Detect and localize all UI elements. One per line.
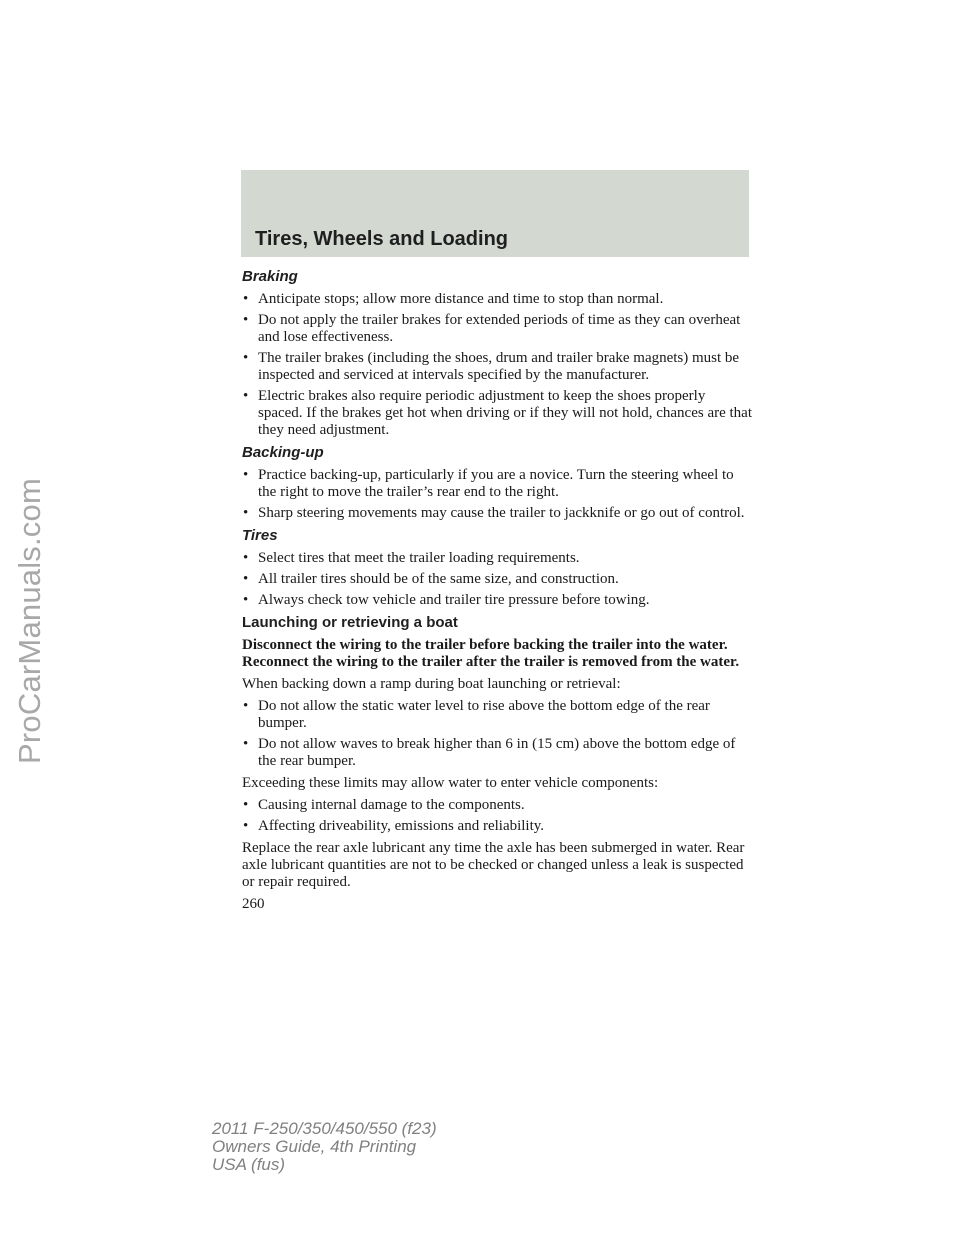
boat-intro: When backing down a ramp during boat launching or retrieval: <box>242 676 621 692</box>
list-item-text: Do not apply the trailer brakes for extended periods of time as they can overheat and lose effectiveness. <box>258 312 741 345</box>
list-item-text: Electric brakes also require periodic adjustment to keep the shoes properly spaced. If the brakes get hot when driving or if they will not hold, chances are that they need adjustment. <box>258 388 753 438</box>
boat-heading: Launching or retrieving a boat <box>242 614 458 631</box>
list-item <box>242 291 752 308</box>
braking-list <box>242 291 752 439</box>
list-item <box>242 698 752 732</box>
list-item-text: Always check tow vehicle and trailer tire pressure before towing. <box>258 592 650 608</box>
list-item-text: Do not allow waves to break higher than 6 in (15 cm) above the bottom edge of the rear bumper. <box>258 736 736 769</box>
bullet-icon: • <box>243 291 249 307</box>
bullet-icon: • <box>243 571 249 587</box>
boat-warning: Disconnect the wiring to the trailer before backing the trailer into the water. Reconnect the wiring to the trailer after the trailer is removed from the water. <box>242 637 740 670</box>
watermark-text: ProCarManuals.com <box>12 478 48 764</box>
footer-line-1: 2011 F-250/350/450/550 (f23) <box>212 1119 437 1138</box>
list-item-text: Do not allow the static water level to rise above the bottom edge of the rear bumper. <box>258 698 710 731</box>
list-item <box>242 350 752 384</box>
bullet-icon: • <box>243 388 249 404</box>
exceed-limits-text: Exceeding these limits may allow water to enter vehicle components: <box>242 775 659 791</box>
list-item-text: Select tires that meet the trailer loading requirements. <box>258 550 580 566</box>
bullet-icon: • <box>243 505 249 521</box>
bullet-icon: • <box>243 698 249 714</box>
tires-heading: Tires <box>242 527 278 544</box>
backing-up-heading: Backing-up <box>242 444 324 461</box>
list-item-text: Affecting driveability, emissions and reliability. <box>258 818 545 834</box>
bullet-icon: • <box>243 592 249 608</box>
bullet-icon: • <box>243 818 249 834</box>
footer-line-2: Owners Guide, 4th Printing <box>212 1137 417 1156</box>
bullet-icon: • <box>243 467 249 483</box>
page-content <box>242 268 752 913</box>
list-item-text: Practice backing-up, particularly if you are a novice. Turn the steering wheel to the right to move the trailer’s rear end to the right. <box>258 467 734 500</box>
footer-line-3: USA (fus) <box>212 1155 286 1174</box>
bullet-icon: • <box>243 797 249 813</box>
watermark <box>6 0 54 1242</box>
braking-heading: Braking <box>242 268 298 285</box>
list-item <box>242 467 752 501</box>
list-item-text: Sharp steering movements may cause the trailer to jackknife or go out of control. <box>258 505 745 521</box>
section-header-band <box>241 170 749 257</box>
backing-up-list <box>242 467 752 522</box>
section-title: Tires, Wheels and Loading <box>255 228 509 250</box>
rear-axle-text: Replace the rear axle lubricant any time the axle has been submerged in water. Rear axle lubricant quantities are not to be checked or changed unless a leak is suspected or repair required. <box>242 840 745 890</box>
list-item <box>242 312 752 346</box>
footer <box>212 1120 437 1174</box>
list-item <box>242 550 752 567</box>
list-item <box>242 505 752 522</box>
boat-list <box>242 698 752 770</box>
list-item <box>242 818 752 835</box>
list-item-text: All trailer tires should be of the same size, and construction. <box>258 571 619 587</box>
list-item <box>242 388 752 439</box>
tires-list <box>242 550 752 609</box>
list-item-text: Anticipate stops; allow more distance and time to stop than normal. <box>258 291 664 307</box>
bullet-icon: • <box>243 550 249 566</box>
bullet-icon: • <box>243 312 249 328</box>
effects-list <box>242 797 752 835</box>
bullet-icon: • <box>243 350 249 366</box>
list-item-text: Causing internal damage to the components. <box>258 797 525 813</box>
page-number: 260 <box>242 896 265 912</box>
list-item <box>242 571 752 588</box>
bullet-icon: • <box>243 736 249 752</box>
list-item <box>242 797 752 814</box>
list-item-text: The trailer brakes (including the shoes, drum and trailer brake magnets) must be inspected and serviced at intervals specified by the manufacturer. <box>258 350 740 383</box>
list-item <box>242 592 752 609</box>
list-item <box>242 736 752 770</box>
